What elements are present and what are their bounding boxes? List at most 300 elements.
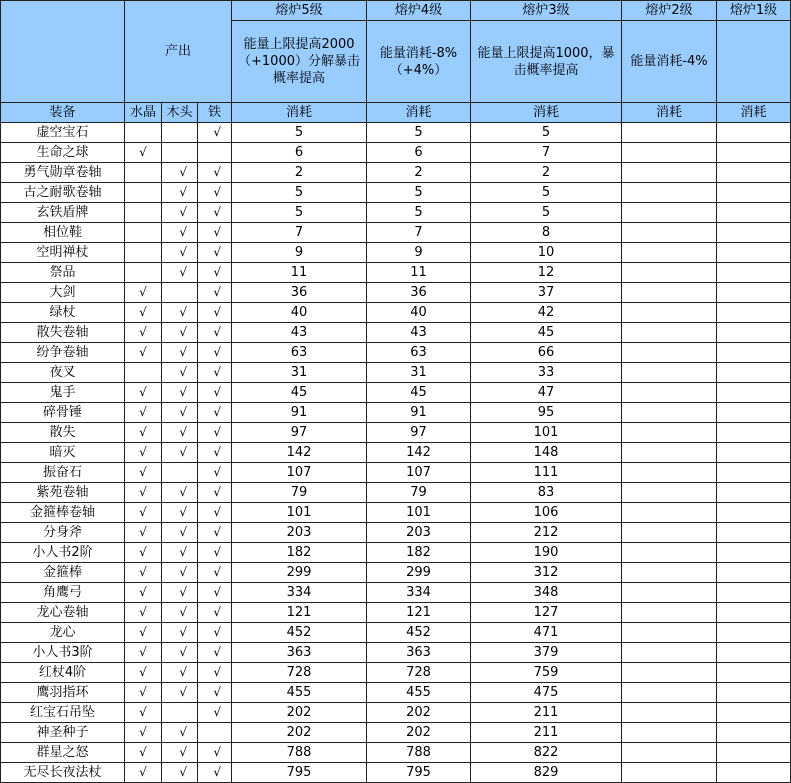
cost-level-4-cell[interactable]: 43 bbox=[367, 323, 471, 343]
crystal-check-cell[interactable] bbox=[125, 163, 162, 183]
iron-check-cell[interactable]: √ bbox=[198, 303, 232, 323]
equip-name-cell[interactable]: 暗灭 bbox=[1, 443, 125, 463]
crystal-check-cell[interactable]: √ bbox=[125, 583, 162, 603]
cost-level-4-cell[interactable]: 202 bbox=[367, 703, 471, 723]
iron-check-cell[interactable]: √ bbox=[198, 603, 232, 623]
wood-check-cell[interactable] bbox=[162, 123, 198, 143]
cost-level-1-cell[interactable] bbox=[717, 163, 791, 183]
cost-level-4-cell[interactable]: 40 bbox=[367, 303, 471, 323]
cost-level-5-cell[interactable]: 203 bbox=[232, 523, 367, 543]
iron-check-cell[interactable]: √ bbox=[198, 443, 232, 463]
cost-level-4-cell[interactable]: 11 bbox=[367, 263, 471, 283]
cost-level-5-cell[interactable]: 452 bbox=[232, 623, 367, 643]
iron-check-cell[interactable]: √ bbox=[198, 683, 232, 703]
cost-level-2-cell[interactable] bbox=[622, 463, 717, 483]
cost-level-4-cell[interactable]: 728 bbox=[367, 663, 471, 683]
equip-name-cell[interactable]: 散失 bbox=[1, 423, 125, 443]
cost-level-5-cell[interactable]: 2 bbox=[232, 163, 367, 183]
cost-level-3-cell[interactable]: 83 bbox=[471, 483, 622, 503]
wood-check-cell[interactable]: √ bbox=[162, 263, 198, 283]
cost-level-1-cell[interactable] bbox=[717, 763, 791, 783]
cost-level-1-cell[interactable] bbox=[717, 463, 791, 483]
cost-level-4-cell[interactable]: 101 bbox=[367, 503, 471, 523]
wood-check-cell[interactable]: √ bbox=[162, 343, 198, 363]
level-3-header[interactable]: 熔炉3级 bbox=[471, 1, 622, 21]
equip-name-cell[interactable]: 夜叉 bbox=[1, 363, 125, 383]
cost-level-5-cell[interactable]: 31 bbox=[232, 363, 367, 383]
iron-check-cell[interactable]: √ bbox=[198, 423, 232, 443]
crystal-check-cell[interactable]: √ bbox=[125, 523, 162, 543]
equip-name-cell[interactable]: 紫苑卷轴 bbox=[1, 483, 125, 503]
crystal-check-cell[interactable]: √ bbox=[125, 743, 162, 763]
crystal-check-cell[interactable]: √ bbox=[125, 143, 162, 163]
cost-level-2-cell[interactable] bbox=[622, 643, 717, 663]
crystal-header[interactable]: 水晶 bbox=[125, 103, 162, 123]
level-2-header[interactable]: 熔炉2级 bbox=[622, 1, 717, 21]
crystal-check-cell[interactable]: √ bbox=[125, 443, 162, 463]
cost-level-3-cell[interactable]: 127 bbox=[471, 603, 622, 623]
cost-level-5-cell[interactable]: 5 bbox=[232, 123, 367, 143]
cost-level-5-cell[interactable]: 728 bbox=[232, 663, 367, 683]
level-1-effect[interactable] bbox=[717, 21, 791, 103]
cost-level-4-cell[interactable]: 788 bbox=[367, 743, 471, 763]
cost-level-4-cell[interactable]: 6 bbox=[367, 143, 471, 163]
wood-check-cell[interactable]: √ bbox=[162, 603, 198, 623]
crystal-check-cell[interactable]: √ bbox=[125, 543, 162, 563]
crystal-check-cell[interactable]: √ bbox=[125, 423, 162, 443]
cost-header-level-3[interactable]: 消耗 bbox=[471, 103, 622, 123]
cost-level-2-cell[interactable] bbox=[622, 163, 717, 183]
crystal-check-cell[interactable]: √ bbox=[125, 343, 162, 363]
cost-level-3-cell[interactable]: 5 bbox=[471, 183, 622, 203]
level-3-effect[interactable] bbox=[471, 21, 622, 103]
output-header[interactable]: 产出 bbox=[125, 1, 232, 103]
cost-level-4-cell[interactable]: 203 bbox=[367, 523, 471, 543]
cost-level-4-cell[interactable]: 5 bbox=[367, 123, 471, 143]
wood-header[interactable]: 木头 bbox=[162, 103, 198, 123]
wood-check-cell[interactable]: √ bbox=[162, 323, 198, 343]
wood-check-cell[interactable]: √ bbox=[162, 223, 198, 243]
cost-level-4-cell[interactable]: 5 bbox=[367, 183, 471, 203]
cost-level-2-cell[interactable] bbox=[622, 423, 717, 443]
crystal-check-cell[interactable] bbox=[125, 243, 162, 263]
crystal-check-cell[interactable] bbox=[125, 183, 162, 203]
cost-level-1-cell[interactable] bbox=[717, 283, 791, 303]
cost-level-2-cell[interactable] bbox=[622, 383, 717, 403]
cost-level-4-cell[interactable]: 97 bbox=[367, 423, 471, 443]
cost-level-5-cell[interactable]: 7 bbox=[232, 223, 367, 243]
iron-check-cell[interactable]: √ bbox=[198, 563, 232, 583]
cost-header-level-4[interactable]: 消耗 bbox=[367, 103, 471, 123]
cost-level-3-cell[interactable]: 211 bbox=[471, 723, 622, 743]
cost-level-3-cell[interactable]: 37 bbox=[471, 283, 622, 303]
crystal-check-cell[interactable]: √ bbox=[125, 563, 162, 583]
cost-level-2-cell[interactable] bbox=[622, 703, 717, 723]
cost-level-5-cell[interactable]: 79 bbox=[232, 483, 367, 503]
cost-level-3-cell[interactable]: 475 bbox=[471, 683, 622, 703]
iron-check-cell[interactable] bbox=[198, 723, 232, 743]
cost-level-5-cell[interactable]: 43 bbox=[232, 323, 367, 343]
cost-level-5-cell[interactable]: 101 bbox=[232, 503, 367, 523]
level-5-effect[interactable] bbox=[232, 21, 367, 103]
cost-level-2-cell[interactable] bbox=[622, 203, 717, 223]
cost-level-4-cell[interactable]: 31 bbox=[367, 363, 471, 383]
iron-check-cell[interactable]: √ bbox=[198, 183, 232, 203]
cost-level-5-cell[interactable]: 91 bbox=[232, 403, 367, 423]
cost-level-5-cell[interactable]: 363 bbox=[232, 643, 367, 663]
cost-level-2-cell[interactable] bbox=[622, 443, 717, 463]
equip-name-cell[interactable]: 分身斧 bbox=[1, 523, 125, 543]
cost-level-2-cell[interactable] bbox=[622, 723, 717, 743]
wood-check-cell[interactable]: √ bbox=[162, 663, 198, 683]
iron-check-cell[interactable]: √ bbox=[198, 223, 232, 243]
cost-level-3-cell[interactable]: 101 bbox=[471, 423, 622, 443]
cost-level-1-cell[interactable] bbox=[717, 223, 791, 243]
wood-check-cell[interactable] bbox=[162, 703, 198, 723]
equip-name-cell[interactable]: 金箍棒卷轴 bbox=[1, 503, 125, 523]
equip-name-cell[interactable]: 祭品 bbox=[1, 263, 125, 283]
cost-level-4-cell[interactable]: 452 bbox=[367, 623, 471, 643]
cost-level-1-cell[interactable] bbox=[717, 603, 791, 623]
level-4-effect[interactable] bbox=[367, 21, 471, 103]
crystal-check-cell[interactable]: √ bbox=[125, 643, 162, 663]
cost-level-1-cell[interactable] bbox=[717, 503, 791, 523]
cost-level-2-cell[interactable] bbox=[622, 763, 717, 783]
cost-level-2-cell[interactable] bbox=[622, 223, 717, 243]
iron-check-cell[interactable]: √ bbox=[198, 463, 232, 483]
crystal-check-cell[interactable]: √ bbox=[125, 723, 162, 743]
cost-level-1-cell[interactable] bbox=[717, 323, 791, 343]
cost-level-3-cell[interactable]: 47 bbox=[471, 383, 622, 403]
cost-level-3-cell[interactable]: 95 bbox=[471, 403, 622, 423]
wood-check-cell[interactable]: √ bbox=[162, 483, 198, 503]
cost-level-1-cell[interactable] bbox=[717, 523, 791, 543]
cost-level-5-cell[interactable]: 795 bbox=[232, 763, 367, 783]
cost-level-2-cell[interactable] bbox=[622, 243, 717, 263]
equip-name-cell[interactable]: 纷争卷轴 bbox=[1, 343, 125, 363]
cost-level-4-cell[interactable]: 182 bbox=[367, 543, 471, 563]
wood-check-cell[interactable]: √ bbox=[162, 303, 198, 323]
equip-name-cell[interactable]: 散失卷轴 bbox=[1, 323, 125, 343]
iron-check-cell[interactable]: √ bbox=[198, 483, 232, 503]
equip-name-cell[interactable]: 振奋石 bbox=[1, 463, 125, 483]
iron-check-cell[interactable]: √ bbox=[198, 323, 232, 343]
cost-level-5-cell[interactable]: 788 bbox=[232, 743, 367, 763]
cost-level-3-cell[interactable]: 2 bbox=[471, 163, 622, 183]
cost-level-2-cell[interactable] bbox=[622, 743, 717, 763]
equip-name-cell[interactable]: 空明禅杖 bbox=[1, 243, 125, 263]
cost-level-2-cell[interactable] bbox=[622, 663, 717, 683]
wood-check-cell[interactable]: √ bbox=[162, 563, 198, 583]
iron-check-cell[interactable]: √ bbox=[198, 523, 232, 543]
crystal-check-cell[interactable]: √ bbox=[125, 383, 162, 403]
equip-name-cell[interactable]: 虚空宝石 bbox=[1, 123, 125, 143]
iron-check-cell[interactable]: √ bbox=[198, 703, 232, 723]
equip-name-cell[interactable]: 大剑 bbox=[1, 283, 125, 303]
blank-corner-cell[interactable] bbox=[1, 1, 125, 103]
cost-level-4-cell[interactable]: 91 bbox=[367, 403, 471, 423]
cost-level-1-cell[interactable] bbox=[717, 583, 791, 603]
iron-check-cell[interactable]: √ bbox=[198, 663, 232, 683]
wood-check-cell[interactable]: √ bbox=[162, 523, 198, 543]
wood-check-cell[interactable]: √ bbox=[162, 743, 198, 763]
cost-level-5-cell[interactable]: 6 bbox=[232, 143, 367, 163]
cost-level-1-cell[interactable] bbox=[717, 723, 791, 743]
level-2-effect[interactable] bbox=[622, 21, 717, 103]
cost-level-3-cell[interactable]: 829 bbox=[471, 763, 622, 783]
cost-level-3-cell[interactable]: 379 bbox=[471, 643, 622, 663]
cost-level-2-cell[interactable] bbox=[622, 263, 717, 283]
cost-level-1-cell[interactable] bbox=[717, 123, 791, 143]
equip-name-cell[interactable]: 群星之怒 bbox=[1, 743, 125, 763]
iron-check-cell[interactable]: √ bbox=[198, 503, 232, 523]
wood-check-cell[interactable]: √ bbox=[162, 543, 198, 563]
cost-level-4-cell[interactable]: 334 bbox=[367, 583, 471, 603]
cost-level-4-cell[interactable]: 7 bbox=[367, 223, 471, 243]
cost-level-4-cell[interactable]: 2 bbox=[367, 163, 471, 183]
iron-check-cell[interactable]: √ bbox=[198, 643, 232, 663]
cost-level-5-cell[interactable]: 5 bbox=[232, 183, 367, 203]
cost-level-4-cell[interactable]: 795 bbox=[367, 763, 471, 783]
equip-header[interactable]: 装备 bbox=[1, 103, 125, 123]
equip-name-cell[interactable]: 角鹰弓 bbox=[1, 583, 125, 603]
equip-name-cell[interactable]: 金箍棒 bbox=[1, 563, 125, 583]
wood-check-cell[interactable] bbox=[162, 463, 198, 483]
wood-check-cell[interactable]: √ bbox=[162, 183, 198, 203]
wood-check-cell[interactable]: √ bbox=[162, 763, 198, 783]
equip-name-cell[interactable]: 鹰羽指环 bbox=[1, 683, 125, 703]
equip-name-cell[interactable]: 勇气勋章卷轴 bbox=[1, 163, 125, 183]
wood-check-cell[interactable]: √ bbox=[162, 623, 198, 643]
cost-level-1-cell[interactable] bbox=[717, 143, 791, 163]
equip-name-cell[interactable]: 小人书3阶 bbox=[1, 643, 125, 663]
wood-check-cell[interactable]: √ bbox=[162, 423, 198, 443]
cost-level-1-cell[interactable] bbox=[717, 743, 791, 763]
crystal-check-cell[interactable] bbox=[125, 363, 162, 383]
equip-name-cell[interactable]: 生命之球 bbox=[1, 143, 125, 163]
cost-level-2-cell[interactable] bbox=[622, 623, 717, 643]
cost-level-5-cell[interactable]: 182 bbox=[232, 543, 367, 563]
cost-level-5-cell[interactable]: 9 bbox=[232, 243, 367, 263]
crystal-check-cell[interactable]: √ bbox=[125, 283, 162, 303]
cost-level-5-cell[interactable]: 334 bbox=[232, 583, 367, 603]
cost-level-3-cell[interactable]: 759 bbox=[471, 663, 622, 683]
cost-level-1-cell[interactable] bbox=[717, 363, 791, 383]
iron-check-cell[interactable]: √ bbox=[198, 743, 232, 763]
equip-name-cell[interactable]: 碎骨锤 bbox=[1, 403, 125, 423]
wood-check-cell[interactable]: √ bbox=[162, 383, 198, 403]
cost-level-1-cell[interactable] bbox=[717, 243, 791, 263]
cost-level-3-cell[interactable]: 111 bbox=[471, 463, 622, 483]
equip-name-cell[interactable]: 红宝石吊坠 bbox=[1, 703, 125, 723]
iron-check-cell[interactable]: √ bbox=[198, 203, 232, 223]
cost-level-1-cell[interactable] bbox=[717, 703, 791, 723]
iron-check-cell[interactable]: √ bbox=[198, 363, 232, 383]
cost-header-level-1[interactable]: 消耗 bbox=[717, 103, 791, 123]
cost-level-5-cell[interactable]: 5 bbox=[232, 203, 367, 223]
cost-level-3-cell[interactable]: 12 bbox=[471, 263, 622, 283]
cost-level-4-cell[interactable]: 63 bbox=[367, 343, 471, 363]
cost-level-1-cell[interactable] bbox=[717, 623, 791, 643]
cost-level-2-cell[interactable] bbox=[622, 603, 717, 623]
cost-level-5-cell[interactable]: 455 bbox=[232, 683, 367, 703]
cost-level-3-cell[interactable]: 42 bbox=[471, 303, 622, 323]
cost-level-3-cell[interactable]: 822 bbox=[471, 743, 622, 763]
cost-level-3-cell[interactable]: 33 bbox=[471, 363, 622, 383]
crystal-check-cell[interactable]: √ bbox=[125, 703, 162, 723]
cost-level-5-cell[interactable]: 202 bbox=[232, 723, 367, 743]
cost-level-5-cell[interactable]: 63 bbox=[232, 343, 367, 363]
cost-level-3-cell[interactable]: 45 bbox=[471, 323, 622, 343]
cost-header-level-2[interactable]: 消耗 bbox=[622, 103, 717, 123]
equip-name-cell[interactable]: 龙心卷轴 bbox=[1, 603, 125, 623]
iron-check-cell[interactable]: √ bbox=[198, 623, 232, 643]
cost-level-4-cell[interactable]: 202 bbox=[367, 723, 471, 743]
cost-level-3-cell[interactable]: 10 bbox=[471, 243, 622, 263]
cost-level-3-cell[interactable]: 190 bbox=[471, 543, 622, 563]
cost-level-4-cell[interactable]: 5 bbox=[367, 203, 471, 223]
cost-level-5-cell[interactable]: 202 bbox=[232, 703, 367, 723]
cost-level-4-cell[interactable]: 455 bbox=[367, 683, 471, 703]
cost-level-2-cell[interactable] bbox=[622, 563, 717, 583]
level-1-header[interactable]: 熔炉1级 bbox=[717, 1, 791, 21]
cost-level-1-cell[interactable] bbox=[717, 423, 791, 443]
cost-level-3-cell[interactable]: 211 bbox=[471, 703, 622, 723]
cost-level-2-cell[interactable] bbox=[622, 123, 717, 143]
equip-name-cell[interactable]: 小人书2阶 bbox=[1, 543, 125, 563]
cost-level-2-cell[interactable] bbox=[622, 683, 717, 703]
wood-check-cell[interactable]: √ bbox=[162, 403, 198, 423]
equip-name-cell[interactable]: 古之耐歌卷轴 bbox=[1, 183, 125, 203]
wood-check-cell[interactable]: √ bbox=[162, 683, 198, 703]
wood-check-cell[interactable]: √ bbox=[162, 243, 198, 263]
cost-level-1-cell[interactable] bbox=[717, 563, 791, 583]
cost-header-level-5[interactable]: 消耗 bbox=[232, 103, 367, 123]
cost-level-1-cell[interactable] bbox=[717, 543, 791, 563]
cost-level-4-cell[interactable]: 45 bbox=[367, 383, 471, 403]
cost-level-2-cell[interactable] bbox=[622, 483, 717, 503]
iron-check-cell[interactable]: √ bbox=[198, 763, 232, 783]
crystal-check-cell[interactable]: √ bbox=[125, 463, 162, 483]
wood-check-cell[interactable]: √ bbox=[162, 363, 198, 383]
cost-level-5-cell[interactable]: 299 bbox=[232, 563, 367, 583]
cost-level-1-cell[interactable] bbox=[717, 483, 791, 503]
crystal-check-cell[interactable]: √ bbox=[125, 683, 162, 703]
cost-level-2-cell[interactable] bbox=[622, 303, 717, 323]
wood-check-cell[interactable]: √ bbox=[162, 643, 198, 663]
cost-level-1-cell[interactable] bbox=[717, 663, 791, 683]
cost-level-1-cell[interactable] bbox=[717, 263, 791, 283]
equip-name-cell[interactable]: 红杖4阶 bbox=[1, 663, 125, 683]
cost-level-5-cell[interactable]: 107 bbox=[232, 463, 367, 483]
iron-check-cell[interactable]: √ bbox=[198, 283, 232, 303]
cost-level-3-cell[interactable]: 471 bbox=[471, 623, 622, 643]
iron-check-cell[interactable]: √ bbox=[198, 543, 232, 563]
iron-check-cell[interactable]: √ bbox=[198, 123, 232, 143]
cost-level-3-cell[interactable]: 7 bbox=[471, 143, 622, 163]
iron-check-cell[interactable]: √ bbox=[198, 163, 232, 183]
crystal-check-cell[interactable] bbox=[125, 223, 162, 243]
cost-level-3-cell[interactable]: 212 bbox=[471, 523, 622, 543]
wood-check-cell[interactable]: √ bbox=[162, 203, 198, 223]
cost-level-2-cell[interactable] bbox=[622, 143, 717, 163]
wood-check-cell[interactable]: √ bbox=[162, 503, 198, 523]
crystal-check-cell[interactable]: √ bbox=[125, 503, 162, 523]
equip-name-cell[interactable]: 玄铁盾牌 bbox=[1, 203, 125, 223]
cost-level-5-cell[interactable]: 11 bbox=[232, 263, 367, 283]
crystal-check-cell[interactable] bbox=[125, 123, 162, 143]
cost-level-2-cell[interactable] bbox=[622, 183, 717, 203]
crystal-check-cell[interactable]: √ bbox=[125, 663, 162, 683]
cost-level-4-cell[interactable]: 121 bbox=[367, 603, 471, 623]
cost-level-1-cell[interactable] bbox=[717, 343, 791, 363]
cost-level-3-cell[interactable]: 8 bbox=[471, 223, 622, 243]
crystal-check-cell[interactable]: √ bbox=[125, 323, 162, 343]
cost-level-5-cell[interactable]: 40 bbox=[232, 303, 367, 323]
crystal-check-cell[interactable]: √ bbox=[125, 603, 162, 623]
iron-check-cell[interactable] bbox=[198, 143, 232, 163]
cost-level-2-cell[interactable] bbox=[622, 403, 717, 423]
crystal-check-cell[interactable]: √ bbox=[125, 483, 162, 503]
crystal-check-cell[interactable]: √ bbox=[125, 763, 162, 783]
cost-level-5-cell[interactable]: 36 bbox=[232, 283, 367, 303]
cost-level-1-cell[interactable] bbox=[717, 443, 791, 463]
cost-level-3-cell[interactable]: 312 bbox=[471, 563, 622, 583]
crystal-check-cell[interactable]: √ bbox=[125, 303, 162, 323]
cost-level-2-cell[interactable] bbox=[622, 523, 717, 543]
cost-level-4-cell[interactable]: 299 bbox=[367, 563, 471, 583]
cost-level-1-cell[interactable] bbox=[717, 303, 791, 323]
cost-level-1-cell[interactable] bbox=[717, 183, 791, 203]
equip-name-cell[interactable]: 龙心 bbox=[1, 623, 125, 643]
equip-name-cell[interactable]: 相位鞋 bbox=[1, 223, 125, 243]
cost-level-2-cell[interactable] bbox=[622, 363, 717, 383]
cost-level-1-cell[interactable] bbox=[717, 683, 791, 703]
wood-check-cell[interactable]: √ bbox=[162, 723, 198, 743]
cost-level-4-cell[interactable]: 9 bbox=[367, 243, 471, 263]
cost-level-2-cell[interactable] bbox=[622, 543, 717, 563]
crystal-check-cell[interactable] bbox=[125, 203, 162, 223]
cost-level-2-cell[interactable] bbox=[622, 583, 717, 603]
equip-name-cell[interactable]: 神圣种子 bbox=[1, 723, 125, 743]
level-4-header[interactable]: 熔炉4级 bbox=[367, 1, 471, 21]
iron-header[interactable]: 铁 bbox=[198, 103, 232, 123]
wood-check-cell[interactable]: √ bbox=[162, 443, 198, 463]
cost-level-3-cell[interactable]: 106 bbox=[471, 503, 622, 523]
crystal-check-cell[interactable]: √ bbox=[125, 623, 162, 643]
wood-check-cell[interactable]: √ bbox=[162, 163, 198, 183]
iron-check-cell[interactable]: √ bbox=[198, 263, 232, 283]
iron-check-cell[interactable]: √ bbox=[198, 383, 232, 403]
cost-level-4-cell[interactable]: 107 bbox=[367, 463, 471, 483]
crystal-check-cell[interactable] bbox=[125, 263, 162, 283]
iron-check-cell[interactable]: √ bbox=[198, 243, 232, 263]
cost-level-3-cell[interactable]: 148 bbox=[471, 443, 622, 463]
iron-check-cell[interactable]: √ bbox=[198, 403, 232, 423]
cost-level-5-cell[interactable]: 97 bbox=[232, 423, 367, 443]
equip-name-cell[interactable]: 鬼手 bbox=[1, 383, 125, 403]
wood-check-cell[interactable]: √ bbox=[162, 583, 198, 603]
equip-name-cell[interactable]: 无尽长夜法杖 bbox=[1, 763, 125, 783]
cost-level-1-cell[interactable] bbox=[717, 643, 791, 663]
iron-check-cell[interactable]: √ bbox=[198, 343, 232, 363]
cost-level-1-cell[interactable] bbox=[717, 203, 791, 223]
cost-level-3-cell[interactable]: 5 bbox=[471, 203, 622, 223]
cost-level-4-cell[interactable]: 79 bbox=[367, 483, 471, 503]
cost-level-1-cell[interactable] bbox=[717, 383, 791, 403]
cost-level-2-cell[interactable] bbox=[622, 283, 717, 303]
cost-level-1-cell[interactable] bbox=[717, 403, 791, 423]
